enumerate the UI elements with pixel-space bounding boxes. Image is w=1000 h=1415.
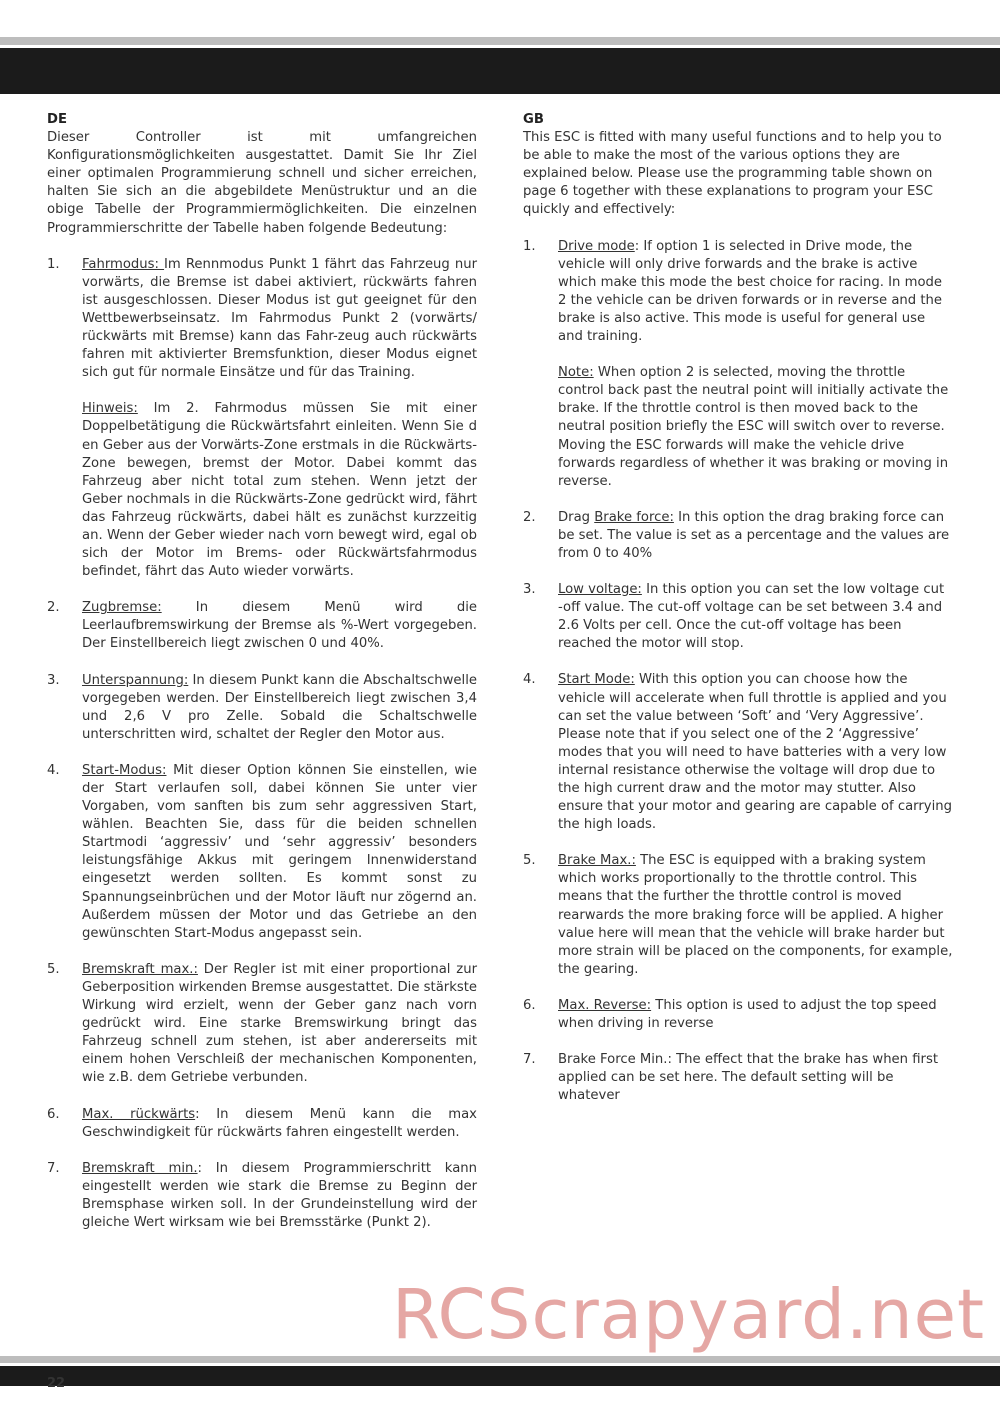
item-text: With this option you can choose how the vehicle will accelerate when full throttle is applied and you can set the value between ‘Soft’ and ‘Very Aggressive’. Please note that if you select one of the 2 ‘Aggressive’ modes that you will need to have batteries with a very low internal resistance otherwise the voltage will drop due to the high current draw and the motor may stutter. Also ensure that your motor and gearing are capable of carrying the high loads. xyxy=(558,672,952,833)
intro-de: Dieser Controller ist mit umfangreichen Konfigurationsmöglichkeiten ausgestattet. Damit Sie Ihr Ziel einer optimalen Programmierung schnell und sicher erreichen, halten Sie sich an die abgebildete Menüstruktur und an die obige Tabelle der Programmiermöglichkeiten. Die einzelnen Programmierschritte der Tabelle haben folgende Bedeutung: xyxy=(47,130,477,236)
item-number: 4. xyxy=(523,672,536,688)
item-text: This option is used to adjust the top speed when driving in reverse xyxy=(558,997,937,1032)
item-term: Fahrmodus: xyxy=(82,256,165,272)
list-item xyxy=(523,997,953,1033)
item-term: Start Mode: xyxy=(558,672,635,688)
item-text: In diesem Punkt kann die Abschaltschwelle vorgegeben werden. Der Einstellbereich liegt zwischen 3,4 und 2,6 V pro Zelle. Sobald die Schaltschwelle unterschritten wird, schaltet der Regler den Motor aus. xyxy=(82,672,477,742)
list-item xyxy=(47,762,477,943)
item-term: Start-Modus: xyxy=(82,762,167,778)
item-text: Mit dieser Option können Sie einstellen, wie der Start verlaufen soll, dabei können Sie unter vier Vorgaben, vom sanften bis zum sehr aggressiven Start, wählen. Beachten Sie, dass für die beiden schnellen Startmodi ‘aggressiv’ und ‘sehr aggressiv’ besonders leistungsfähige Akkus mit geringem Innenwiderstand eingesetzt werden sollten. Es kommt sonst zu Spannungseinbrüchen und der Motor läuft nur zögernd an. Außerdem müssen der Motor und das Getriebe an den gewünschten Start-Modus angepasst sein. xyxy=(82,762,477,941)
item-text: Im Rennmodus Punkt 1 fährt das Fahrzeug nur vorwärts, die Bremse ist dabei aktiviert, rückwärts fahren ist ausgeschlossen. Dieser Modus ist gut geeignet für den Wettbewerbseinsatz. Im Fahrmodus Punkt 2 (vorwärts/ rückwärts mit Bremse) kann das Fahr-zeug auch rückwärts fahren mit aktivierter Bremsfunktion, dieser Modus eignet sich gut für normale Einsätze und für das Training. xyxy=(82,256,478,381)
item-term: Zugbremse: xyxy=(82,600,162,616)
item-text: : In diesem Menü kann die max Geschwindigkeit für rückwärts fahren eingestellt werden. xyxy=(82,1106,477,1140)
item-prefix: Drag xyxy=(558,509,595,525)
footer-bar xyxy=(0,1366,1000,1386)
list-item xyxy=(523,1051,953,1105)
list-item xyxy=(523,852,953,979)
watermark: RCScrapyard.net xyxy=(392,1275,986,1355)
list-item xyxy=(523,581,953,653)
list-item xyxy=(47,256,477,582)
item-term: Brake Max.: xyxy=(558,853,636,869)
list-item xyxy=(523,671,953,834)
item-number: 4. xyxy=(47,762,60,778)
header-bar xyxy=(0,48,1000,94)
item-term: Unterspannung: xyxy=(82,672,189,688)
list-item xyxy=(523,238,953,491)
item-text: In diesem Menü wird die Leerlaufbremswirkung der Bremse als %-Wert vorgegeben. Der Einstellbereich liegt zwischen 0 und 40%. xyxy=(82,600,477,652)
bottom-rule xyxy=(0,1356,1000,1363)
item-term: Max. Reverse: xyxy=(558,997,652,1013)
list-item xyxy=(47,961,477,1088)
note xyxy=(558,364,953,491)
item-term: Max. rückwärts xyxy=(82,1106,196,1122)
item-term: Low voltage: xyxy=(558,582,642,598)
item-number: 1. xyxy=(47,256,60,272)
item-text: : In diesem Programmierschritt kann eingestellt werden wie stark die Bremse zu Beginn der Bremsphase wirken soll. In der Grundeinstellung wird der gleiche Wert wirksam wie bei Bremsstärke (Punkt 2). xyxy=(82,1160,478,1230)
list-item xyxy=(523,509,953,563)
list-item xyxy=(47,1160,477,1232)
item-text: The ESC is equipped with a braking system which works proportionally to the throttle control. This means that the further the throttle control is moved rearwards the more braking force will be applied. A higher value here will mean that the vehicle will brake harder but more strain will be placed on the components, for example, the gearing. xyxy=(558,853,953,977)
list-item xyxy=(47,1106,477,1142)
page-number: 22 xyxy=(47,1376,66,1391)
note-term: Note: xyxy=(558,365,594,381)
item-number: 3. xyxy=(523,582,536,598)
item-term: Bremskraft max.: xyxy=(82,961,198,977)
item-number: 6. xyxy=(47,1106,60,1122)
item-term: Drive mode xyxy=(558,238,635,254)
item-text: In this option you can set the low voltage cut -off value. The cut-off voltage can be set between 3.4 and 2.6 Volts per cell. Once the cut-off voltage has been reached the motor will stop. xyxy=(558,582,945,652)
item-text: : If option 1 is selected in Drive mode, the vehicle will only drive forwards and the brake is active which make this mode the best choice for racing. In mode 2 the vehicle can be driven forwards or in reverse and the brake is also active. This mode is useful for general use and training. xyxy=(558,238,942,345)
item-number: 6. xyxy=(523,997,536,1013)
item-number: 5. xyxy=(47,961,60,977)
item-text: In this option the drag braking force can be set. The value is set as a percentage and the values are from 0 to 40% xyxy=(558,509,950,561)
heading-gb: GB xyxy=(523,112,544,127)
column-gb xyxy=(523,111,953,1123)
item-number: 7. xyxy=(523,1052,536,1068)
item-term: Bremskraft min. xyxy=(82,1160,198,1176)
item-number: 2. xyxy=(47,600,60,616)
note-text: Im 2. Fahrmodus müssen Sie mit einer Doppelbetätigung die Rückwärtsfahrt einleiten. Wenn Sie d en Geber aus der Vorwärts-Zone erstmals in die Rückwärts-Zone bewegen, bremst der Motor. Dabei kommt das Fahrzeug aber nicht total zum stehen. Wenn jetzt der Geber nochmals in die Rückwärts-Zone gedrückt wird, fährt das Fahrzeug rückwärts, dabei hält es zunächst kurzzeitig an. Wenn der Geber wieder nach vorn bewegt wird, egal ob sich der Motor im Brems- oder Rückwärtsfahrmodus befindet, fährt das Auto wieder vorwärts. xyxy=(82,401,477,580)
item-term: Brake force: xyxy=(594,509,674,525)
intro-gb: This ESC is fitted with many useful functions and to help you to be able to make the most of the various options they are explained below. Please use the programming table shown on page 6 together with these explanations to program your ESC quickly and effectively: xyxy=(523,130,942,218)
list-item xyxy=(47,672,477,744)
item-number: 2. xyxy=(523,509,536,525)
item-number: 1. xyxy=(523,238,536,254)
top-rule xyxy=(0,37,1000,45)
item-number: 5. xyxy=(523,853,536,869)
list-item xyxy=(47,599,477,653)
heading-de: DE xyxy=(47,112,67,127)
note-term: Hinweis: xyxy=(82,401,138,417)
item-text: Der Regler ist mit einer proportional zur Geberposition wirkenden Bremse ausgestattet. Die stärkste Wirkung wird erzielt, wenn der Geber ganz nach vorn gedrückt wird. Eine starke Bremswirkung bringt das Fahrzeug schnell zum stehen, ist aber andererseits mit einem hohen Verschleiß der mechanischen Komponenten, wie z.B. dem Getriebe verbunden. xyxy=(82,961,478,1086)
item-number: 7. xyxy=(47,1160,60,1176)
item-number: 3. xyxy=(47,672,60,688)
note-text: When option 2 is selected, moving the throttle control back past the neutral point will initially activate the brake. If the throttle control is then moved back to the neutral position briefly the ESC will switch over to reverse. Moving the ESC forwards will make the vehicle drive forwards regardless of whether it was braking or moving in reverse. xyxy=(558,365,949,489)
item-prefix: Brake Force Min.: The effect that the brake has when first applied can be set here. The default setting will be whatever xyxy=(558,1052,938,1104)
note xyxy=(82,400,477,581)
column-de xyxy=(47,111,477,1250)
